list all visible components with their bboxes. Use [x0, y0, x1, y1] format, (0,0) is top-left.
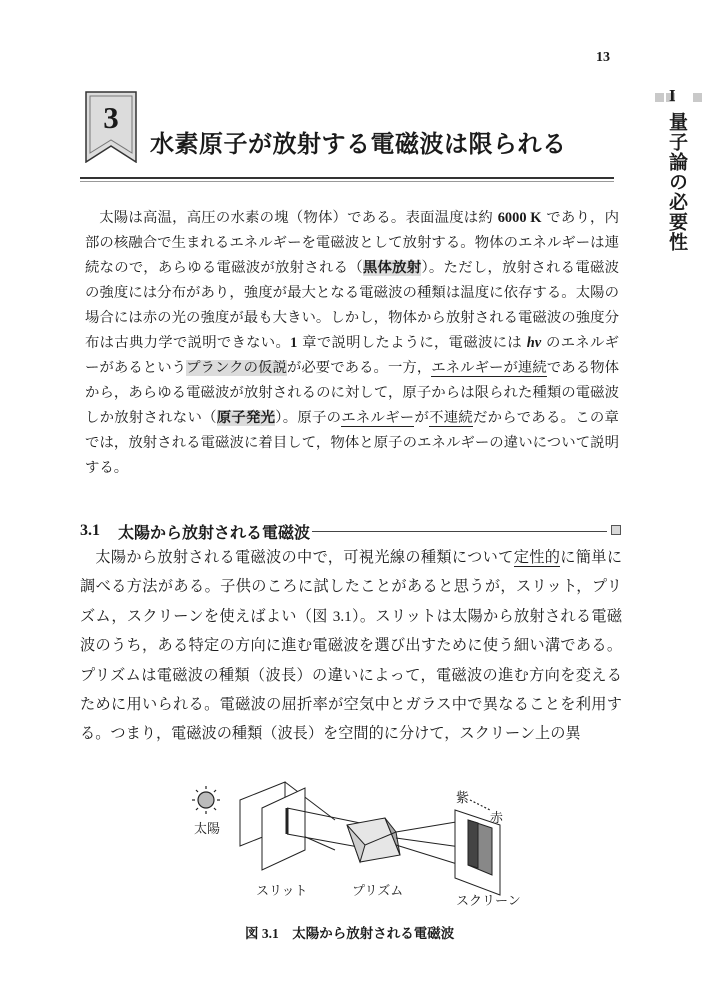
sun-icon	[192, 786, 220, 814]
intro-paragraph	[85, 206, 619, 481]
label-screen: スクリーン	[456, 894, 521, 909]
chapter-ref: 1	[290, 335, 298, 351]
keyword-discontinuous: 不連続	[429, 410, 473, 426]
text: に簡単に調べる方法がある。子供のころに試したことがあると思うが，スリット，プリズム，スクリーンを使えばよい（図	[80, 548, 623, 625]
keyword-energy-continuous: エネルギーが連続	[431, 360, 547, 376]
section-box-icon	[611, 525, 621, 535]
temperature-value: 6000 K	[497, 210, 542, 226]
slit-plate	[262, 788, 305, 870]
chapter-title: 水素原子が放射する電磁波は限られる	[150, 130, 567, 158]
caption-text: 太陽から放射される電磁波	[292, 926, 455, 942]
section-number: 3.1	[80, 522, 100, 539]
label-sun: 太陽	[194, 822, 221, 837]
text: のエネルギーがあるという	[85, 335, 619, 376]
header-rule	[80, 181, 614, 182]
label-prism: プリズム	[352, 884, 404, 899]
text: であり，内部の核融合で生まれるエネルギーを電磁波として放射する。物体のエネルギーは連続なので，あらゆる電磁波が放射される（	[85, 210, 620, 276]
header-rule	[80, 177, 614, 179]
text: が必要である。一方，	[286, 360, 432, 376]
keyword-energy: エネルギー	[341, 410, 415, 426]
keyword-atomic-emission: 原子発光	[216, 410, 276, 426]
section-title: 太陽から放射される電磁波	[118, 523, 311, 542]
chapter-number: 3	[103, 100, 119, 135]
section-rule	[312, 531, 607, 532]
body-paragraph	[80, 543, 622, 749]
prism	[347, 818, 400, 862]
label-red: 赤	[490, 811, 504, 826]
text: 太陽は高温，高圧の水素の塊（物体）である。表面温度は約	[99, 210, 498, 226]
text: ）。原子の	[275, 410, 342, 426]
keyword-blackbody: 黒体放射	[362, 260, 422, 276]
figure-3-1	[170, 770, 550, 918]
label-slit: スリット	[256, 884, 308, 899]
text: 太陽から放射される電磁波の中で，可視光線の種類について	[95, 548, 514, 566]
text: ）。スリットは太陽から放射される電磁波のうち，ある特定の方向に進む電磁波を選び出すために使う細い溝である。プリズムは電磁波の種類（波長）の違いによって，電磁波の進む方向を変えるために用いられる。電磁波の屈折率が空気中とガラス中で異なることを利用する。つまり，電磁波の種類（波長）を空間的に分けて，スクリーン上の異	[80, 606, 623, 743]
tab-square	[655, 93, 664, 102]
text: 章で説明したように，電磁波には	[297, 335, 527, 351]
text: が	[414, 410, 430, 426]
tab-square	[693, 93, 702, 102]
caption-number: 図 3.1	[245, 926, 279, 941]
keyword-qualitative: 定性的	[513, 548, 561, 566]
side-tab-roman: I	[669, 86, 676, 105]
h-nu: hν	[526, 335, 542, 351]
text: ）。ただし，放射される電磁波の強度には分布があり，強度が最大となる電磁波の種類は温度に依存する。太陽の場合には赤の光の強度が最も大きい。しかし，物体から放射される電磁波の強度分布は古典力学で説明できない。	[85, 260, 619, 351]
figure-caption	[245, 922, 454, 942]
text: である物体から，あらゆる電磁波が放射されるのに対して，原子からは限られた種類の電磁波しか放射されない（	[85, 360, 619, 426]
figure-ref: 3.1	[332, 607, 352, 625]
side-tab-label: 量子論の必要性	[666, 112, 688, 252]
side-tab-bar	[655, 93, 705, 103]
keyword-planck: プランクの仮説	[186, 360, 287, 376]
label-violet: 紫	[456, 791, 470, 806]
page-number: 13	[596, 50, 610, 65]
text: だからである。この章では，放射される電磁波に着目して，物体と原子のエネルギーの違いについて説明する。	[85, 410, 619, 476]
